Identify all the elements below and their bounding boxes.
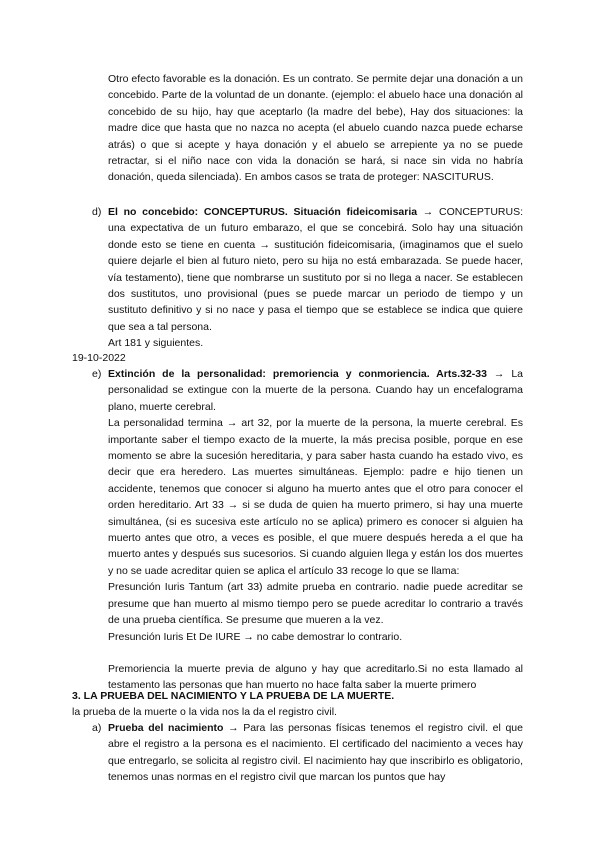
section-3-intro: la prueba de la muerte o la vida nos la da el registro civil. <box>72 706 337 719</box>
section-3-title: 3. LA PRUEBA DEL NACIMIENTO Y LA PRUEBA DE LA MUERTE. <box>72 690 395 702</box>
item-d-block <box>108 204 523 352</box>
item-a-text: → Para las personas físicas tenemos el registro civil. el que abre el registro a la persona es el nacimiento. El certificado del nacimiento a veces hay que entregarlo, se solicita al registro civil. El nacimiento hay que inscribirlo es obligatorio, tenemos unas normas en el registro civil que marcan los puntos que hay <box>108 722 523 784</box>
item-a-heading: Prueba del nacimiento <box>108 722 224 734</box>
item-e-text: → La personalidad se extingue con la muerte de la persona. Cuando hay un encefalograma plano, muerte cerebral. <box>108 368 524 413</box>
item-e-p2: La personalidad termina → art 32, por la muerte de la persona, la muerte cerebral. Es importante saber el tiempo exacto de la muerte, la más precisa posible, porque en ese momento se abre la sucesión hereditaria, y para saber hasta cuando ha estado vivo, es decir que era heredero. Las muertes simultáneas. Ejemplo: padre e hijo tienen un accidente, tenemos que conocer si alguno ha muerto antes que el otro para conocer el orden hereditario. Art 33 → si se duda de quien ha muerto primero, si hay una muerte simultánea, (si es sucesiva este artículo no se aplica) primero es conocer si alguien ha muerto antes que otro, a veces es posible, el que muere después hereda a el que ha muerto antes y después sus sucesorios. Si cuando alguien llega y están los dos muertes y no se uade acreditar quien se aplica el artículo 33 recoge lo que se llama: <box>108 417 523 577</box>
item-a-paragraph <box>108 720 523 786</box>
item-e-p3: Presunción Iuris Tantum (art 33) admite prueba en contrario. nadie puede acreditar se presume que han muerto al mismo tiempo pero se puede acreditar lo contrario a través de una prueba científica. Se presume que mueren a la vez. <box>108 581 523 627</box>
item-e-p4: Presunción Iuris Et De IURE → no cabe demostrar lo contrario. <box>108 630 403 643</box>
donacion-paragraph: Otro efecto favorable es la donación. Es un contrato. Se permite dejar una donación a un concebido. Parte de la voluntad de un donante. (ejemplo: el abuelo hace una donación al concebido de su hijo, hay que aceptarlo (la madre del bebe), Hay dos situaciones: la madre dice que hasta que no nazca no acepta (el abuelo cuando nazca puede echarse atrás) o que si acepte y haya donación y el abuelo se arrepiente ya no se puede retractar, si el niño nace con vida la donación se hará, si nace sin vida no habría donación, queda silenciada). En ambos casos se trata de proteger: NASCITURUS. <box>108 73 523 184</box>
item-d-paragraph <box>108 204 523 335</box>
item-a-block <box>108 720 523 786</box>
item-d-art: Art 181 y siguientes. <box>108 337 204 350</box>
item-d-heading: El no concebido: CONCEPTURUS. Situación fideicomisaria <box>108 206 418 218</box>
item-e-marker: e) <box>92 368 102 380</box>
item-e-heading: Extinción de la personalidad: premoriencia y conmoriencia. Arts.32-33 <box>108 368 487 380</box>
item-d-text: → CONCEPTURUS: una expectativa de un futuro embarazo, el que se concebirá. Solo hay una situación donde esto se tiene en cuenta → sustitución fideicomisaria, (imaginamos que el suelo quiere dejarle el bien al futuro nieto, pero su hija no está embarazada. Se puede hacer, vía testamento), tiene que nombrarse un sustituto por si no llega a nacer. Se establecen dos sustitutos, uno provisional (pues se puede marcar un periodo de tiempo y un sustituto definitivo y si no nace y pasa el tiempo que se establece se indica que quiere que sea a tal persona. <box>108 206 524 333</box>
item-e-paragraph <box>108 366 523 415</box>
item-e-block <box>108 366 523 694</box>
item-d-marker: d) <box>92 206 102 218</box>
item-a-marker: a) <box>92 722 102 734</box>
item-e-p5: Premoriencia la muerte previa de alguno y hay que acreditarlo.Si no esta llamado al testamento las personas que han muerto no hace falta saber la muerte primero <box>108 662 523 692</box>
donacion-block <box>108 71 523 186</box>
date-label: 19-10-2022 <box>72 352 126 364</box>
section-3 <box>72 688 532 721</box>
